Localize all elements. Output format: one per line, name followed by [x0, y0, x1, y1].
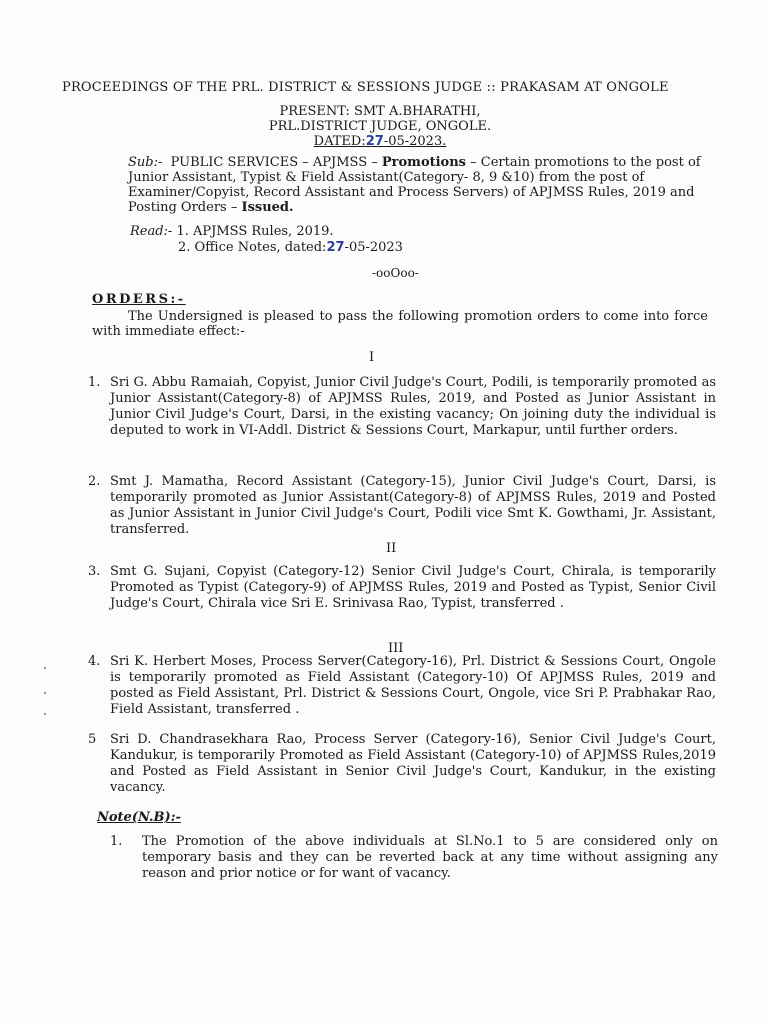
note-item: [110, 834, 718, 882]
subject-text-after: – Certain promotions to the post of Junior Assistant, Typist & Field Assistant(Category- 8, 9 &10) from the post of Examiner/Copyist, Record Assistant and Process Servers) of APJMSS Rules, 2019 and Posting Orders –: [128, 155, 701, 215]
subject-bold-word: Promotions: [381, 155, 466, 170]
separator: -ooOoo-: [372, 266, 419, 280]
read-item-2-prefix: 2. Office Notes, dated:: [178, 240, 327, 255]
order-item: [88, 375, 716, 439]
present-designation: PRL.DISTRICT JUDGE, ONGOLE.: [268, 119, 492, 134]
note-item-number: 1.: [110, 834, 123, 849]
order-item-number: 1.: [88, 375, 101, 390]
note-item-text: The Promotion of the above individuals at Sl.No.1 to 5 are considered only on temporary basis and they can be reverted back at any time without assigning any reason and prior notice or for want of vacancy.: [142, 834, 718, 881]
scan-speck: [44, 692, 46, 694]
subject-block: [128, 155, 708, 215]
read-label: Read:-: [130, 224, 173, 239]
order-item-text: Sri D. Chandrasekhara Rao, Process Server (Category-16), Senior Civil Judge's Court, Kandukur, is temporarily Promoted as Field Assistant (Category-10) of APJMSS Rules,2019 and Posted as Field Assistant in Senior Civil Judge's Court, Kandukur, in the existing vacancy.: [110, 732, 716, 795]
subject-text-before: PUBLIC SERVICES – APJMSS –: [170, 155, 378, 170]
read-item-1: 1. APJMSS Rules, 2019.: [176, 224, 334, 239]
order-item: [88, 564, 716, 612]
subject-bold-end: Issued.: [241, 200, 294, 215]
subject-label: Sub:-: [128, 155, 163, 170]
scan-speck: [44, 713, 46, 715]
order-item-text: Smt J. Mamatha, Record Assistant (Category-15), Junior Civil Judge's Court, Darsi, is temporarily promoted as Junior Assistant(Category-8) of APJMSS Rules, 2019 and Posted as Junior Assistant in Junior Civil Judge's Court, Podili vice Smt K. Gowthami, Jr. Assistant, transferred.: [110, 474, 716, 537]
order-item: [88, 654, 716, 718]
section-roman-2: II: [386, 541, 397, 556]
present-block: [250, 104, 510, 149]
order-item: [88, 474, 716, 538]
proceedings-heading: PROCEEDINGS OF THE PRL. DISTRICT & SESSIONS JUDGE :: PRAKASAM AT ONGOLE: [62, 80, 669, 95]
order-item-text: Sri G. Abbu Ramaiah, Copyist, Junior Civil Judge's Court, Podili, is temporarily promoted as Junior Assistant(Category-8) of APJMSS Rules, 2019, and Posted as Junior Assistant in Junior Civil Judge's Court, Darsi, in the existing vacancy; On joining duty the individual is deputed to work in VI-Addl. District & Sessions Court, Markapur, until further orders.: [110, 375, 716, 438]
order-item-number: 4.: [88, 654, 101, 669]
section-roman-1: I: [369, 350, 375, 365]
order-item-text: Sri K. Herbert Moses, Process Server(Category-16), Prl. District & Sessions Court, Ongole is temporarily promoted as Field Assistant (Category-10) Of APJMSS Rules, 2019 and posted as Field Assistant, Prl. District & Sessions Court, Ongole, vice Sri P. Prabhakar Rao, Field Assistant, transferred .: [110, 654, 716, 717]
note-heading: Note(N.B):-: [97, 810, 181, 825]
read-block: [130, 224, 570, 256]
present-name: PRESENT: SMT A.BHARATHI,: [279, 104, 481, 119]
read-handwritten-day: 27: [326, 240, 345, 255]
read-item-2: [130, 240, 570, 256]
dated-line: [250, 134, 510, 149]
orders-intro: The Undersigned is pleased to pass the following promotion orders to come into force with immediate effect:-: [92, 309, 708, 339]
orders-heading: ORDERS:-: [92, 292, 186, 307]
scan-speck: [44, 667, 46, 669]
dated-handwritten-day: 27: [365, 134, 384, 149]
order-item-number: 5: [88, 732, 97, 747]
dated-prefix: DATED:: [313, 134, 366, 149]
section-roman-3: III: [388, 641, 404, 656]
order-item-text: Smt G. Sujani, Copyist (Category-12) Senior Civil Judge's Court, Chirala, is temporarily Promoted as Typist (Category-9) of APJMSS Rules, 2019 and Posted as Typist, Senior Civil Judge's Court, Chirala vice Sri E. Srinivasa Rao, Typist, transferred .: [110, 564, 716, 611]
order-item-number: 3.: [88, 564, 101, 579]
read-item-2-rest: -05-2023: [344, 240, 403, 255]
order-item: [88, 732, 716, 796]
order-item-number: 2.: [88, 474, 101, 489]
dated-rest: -05-2023.: [383, 134, 447, 149]
